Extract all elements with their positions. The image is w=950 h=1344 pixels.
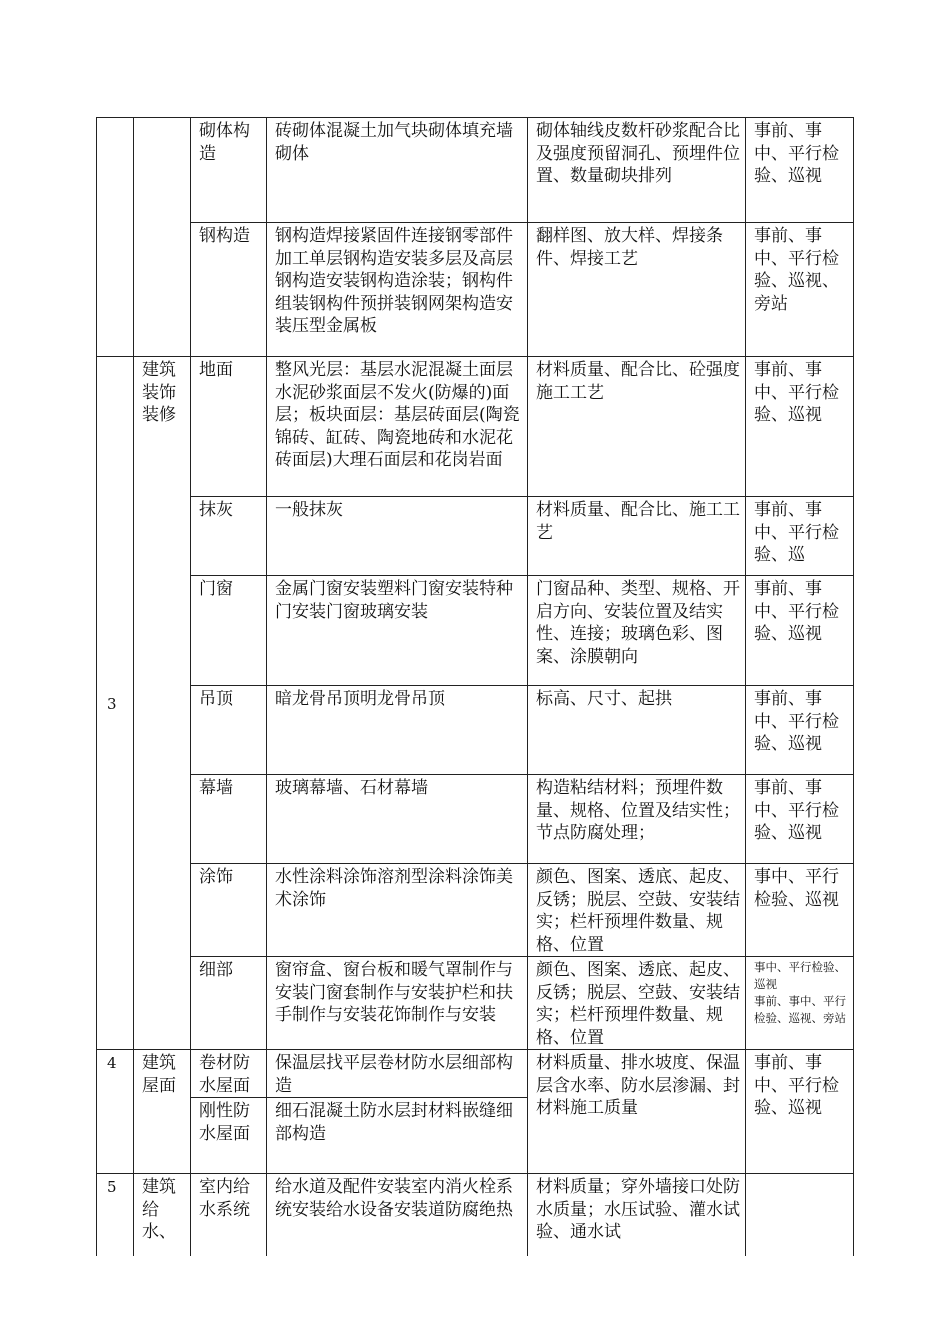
table-row — [97, 223, 854, 357]
cell-sub: 吊顶 — [191, 686, 267, 775]
cell-sub: 地面 — [191, 357, 267, 497]
cell-method: 事前、事中、平行检验、巡视 — [746, 1050, 854, 1174]
cell-sub: 抹灰 — [191, 497, 267, 576]
cell-items: 钢构造焊接紧固件连接钢零部件加工单层钢构造安装多层及高层钢构造安装钢构造涂装；钢构件组装钢构件预拼装钢网架构造安装压型金属板 — [267, 223, 528, 357]
cell-method: 事中、平行检验、巡视 — [746, 864, 854, 957]
cell-items: 一般抹灰 — [267, 497, 528, 576]
cell-method — [746, 1174, 854, 1256]
cell-control: 材料质量、排水坡度、保温层含水率、防水层渗漏、封材料施工质量 — [528, 1050, 746, 1174]
cell-control: 砌体轴线皮数杆砂浆配合比及强度预留洞孔、预埋件位置、数量砌块排列 — [528, 118, 746, 223]
cell-items: 金属门窗安装塑料门窗安装特种门安装门窗玻璃安装 — [267, 576, 528, 686]
cell-sub: 室内给水系统 — [191, 1174, 267, 1256]
cell-sub: 门窗 — [191, 576, 267, 686]
cell-category: 建筑屋面 — [134, 1050, 191, 1174]
cell-num: 4 — [97, 1050, 134, 1174]
table-row — [97, 576, 854, 686]
cell-method — [746, 957, 854, 1050]
cell-control: 翻样图、放大样、焊接条件、焊接工艺 — [528, 223, 746, 357]
table-row — [97, 686, 854, 775]
cell-control: 门窗品种、类型、规格、开启方向、安装位置及结实性、连接；玻璃色彩、图案、涂膜朝向 — [528, 576, 746, 686]
cell-sub: 钢构造 — [191, 223, 267, 357]
cell-category: 建筑装饰装修 — [134, 357, 191, 1050]
cell-sub: 卷材防水屋面 — [191, 1050, 267, 1098]
method-note: 事前、事中、平行检验、巡视、旁站 — [754, 994, 846, 1025]
inspection-table — [96, 117, 854, 1256]
table-row — [97, 775, 854, 864]
cell-control: 标高、尺寸、起拱 — [528, 686, 746, 775]
cell-num: 5 — [97, 1174, 134, 1256]
cell-method: 事前、事中、平行检验、巡视 — [746, 118, 854, 223]
table-row — [97, 357, 854, 497]
cell-sub: 细部 — [191, 957, 267, 1050]
cell-method: 事前、事中、平行检验、巡视 — [746, 775, 854, 864]
cell-num — [97, 118, 134, 357]
cell-method: 事前、事中、平行检验、巡视、旁站 — [746, 223, 854, 357]
cell-sub: 涂饰 — [191, 864, 267, 957]
table-row — [97, 957, 854, 1050]
cell-control: 材料质量、配合比、施工工艺 — [528, 497, 746, 576]
cell-control: 材料质量；穿外墙接口处防水质量；水压试验、灌水试验、通水试 — [528, 1174, 746, 1256]
cell-items: 给水道及配件安装室内消火栓系统安装给水设备安装道防腐绝热 — [267, 1174, 528, 1256]
cell-control: 材料质量、配合比、砼强度施工工艺 — [528, 357, 746, 497]
method-note: 事中、平行检验、巡视 — [754, 960, 846, 991]
cell-control: 颜色、图案、透底、起皮、反锈；脱层、空鼓、安装结实；栏杆预埋件数量、规格、位置 — [528, 864, 746, 957]
cell-num: 3 — [97, 357, 134, 1050]
cell-control: 构造粘结材料；预埋件数量、规格、位置及结实性；节点防腐处理； — [528, 775, 746, 864]
cell-items: 窗帘盒、窗台板和暖气罩制作与安装门窗套制作与安装护栏和扶手制作与安装花饰制作与安装 — [267, 957, 528, 1050]
cell-method: 事前、事中、平行检验、巡 — [746, 497, 854, 576]
cell-items: 水性涂料涂饰溶剂型涂料涂饰美术涂饰 — [267, 864, 528, 957]
cell-sub: 砌体构造 — [191, 118, 267, 223]
cell-items: 细石混凝土防水层封材料嵌缝细部构造 — [267, 1098, 528, 1174]
cell-category: 建筑给水、 — [134, 1174, 191, 1256]
cell-items: 砖砌体混凝土加气块砌体填充墙砌体 — [267, 118, 528, 223]
table-row — [97, 864, 854, 957]
table-row — [97, 118, 854, 223]
cell-sub: 幕墙 — [191, 775, 267, 864]
table-row — [97, 497, 854, 576]
cell-category — [134, 118, 191, 357]
cell-method: 事前、事中、平行检验、巡视 — [746, 357, 854, 497]
cell-method: 事前、事中、平行检验、巡视 — [746, 686, 854, 775]
cell-control: 颜色、图案、透底、起皮、反锈；脱层、空鼓、安装结实；栏杆预埋件数量、规格、位置 — [528, 957, 746, 1050]
cell-items: 玻璃幕墙、石材幕墙 — [267, 775, 528, 864]
cell-method: 事前、事中、平行检验、巡视 — [746, 576, 854, 686]
table-row — [97, 1174, 854, 1256]
cell-sub: 刚性防水屋面 — [191, 1098, 267, 1174]
table-row — [97, 1050, 854, 1098]
cell-items: 暗龙骨吊顶明龙骨吊顶 — [267, 686, 528, 775]
cell-items: 整风光层：基层水泥混凝土面层水泥砂浆面层不发火(防爆的)面层；板块面层：基层砖面层(陶瓷锦砖、缸砖、陶瓷地砖和水泥花砖面层)大理石面层和花岗岩面 — [267, 357, 528, 497]
cell-items: 保温层找平层卷材防水层细部构造 — [267, 1050, 528, 1098]
